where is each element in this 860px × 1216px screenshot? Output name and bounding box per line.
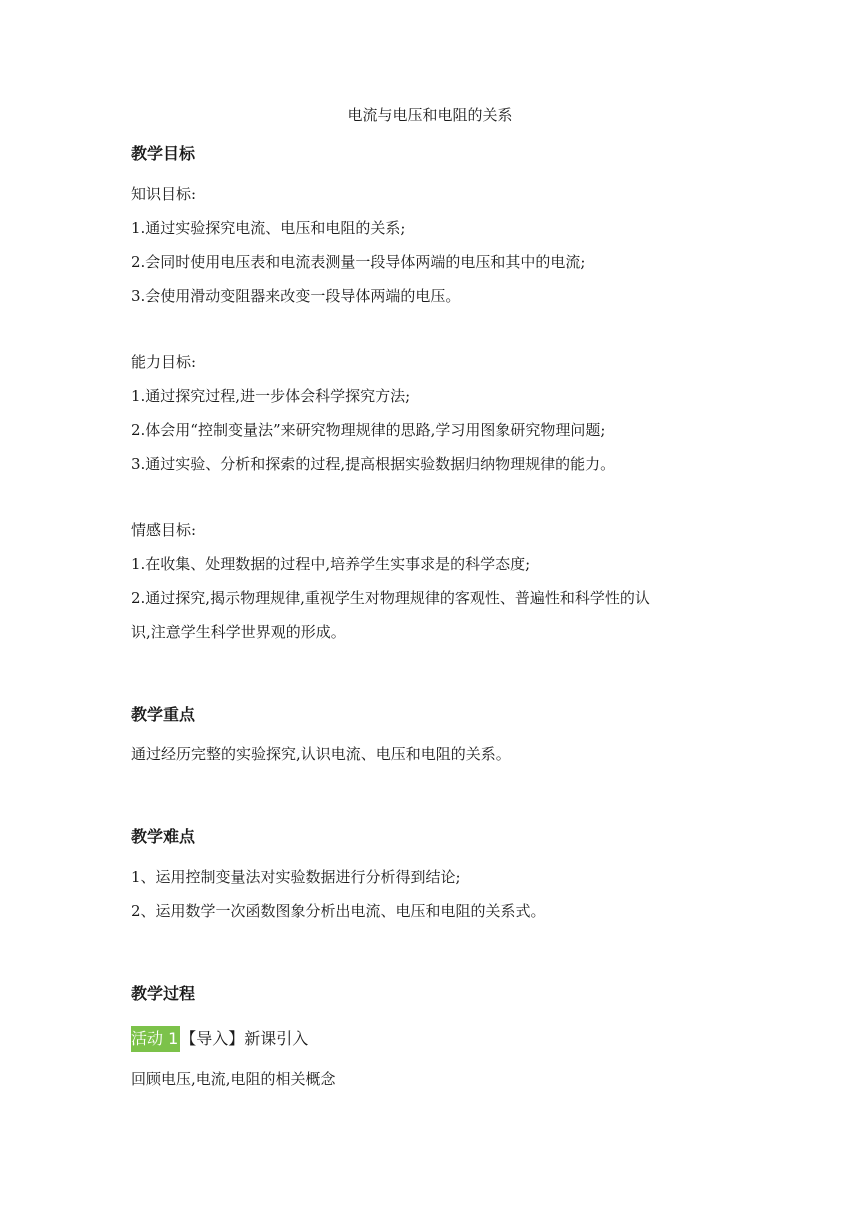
section-heading-key-points: 教学重点	[131, 705, 196, 724]
activity-1	[131, 1026, 308, 1052]
section-heading-objectives: 教学目标	[131, 144, 196, 163]
emotion-objectives-label: 情感目标:	[131, 521, 197, 539]
knowledge-objective-item: 1.通过实验探究电流、电压和电阻的关系;	[131, 219, 406, 237]
knowledge-objective-item: 3.会使用滑动变阻器来改变一段导体两端的电压。	[131, 287, 461, 305]
emotion-objective-item: 2.通过探究,揭示物理规律,重视学生对物理规律的客观性、普遍性和科学性的认	[131, 589, 650, 607]
emotion-objective-item: 1.在收集、处理数据的过程中,培养学生实事求是的科学态度;	[131, 555, 531, 573]
section-heading-process: 教学过程	[131, 984, 196, 1003]
knowledge-objective-item: 2.会同时使用电压表和电流表测量一段导体两端的电压和其中的电流;	[131, 253, 586, 271]
difficulty-item: 1、运用控制变量法对实验数据进行分析得到结论;	[131, 868, 461, 886]
ability-objective-item: 1.通过探究过程,进一步体会科学探究方法;	[131, 387, 411, 405]
ability-objective-item: 2.体会用“控制变量法”来研究物理规律的思路,学习用图象研究物理问题;	[131, 421, 606, 439]
key-points-text: 通过经历完整的实验探究,认识电流、电压和电阻的关系。	[131, 745, 511, 763]
section-heading-difficulties: 教学难点	[131, 827, 196, 846]
ability-objective-item: 3.通过实验、分析和探索的过程,提高根据实验数据归纳物理规律的能力。	[131, 455, 616, 473]
difficulty-item: 2、运用数学一次函数图象分析出电流、电压和电阻的关系式。	[131, 902, 546, 920]
activity-tag: 活动 1	[131, 1026, 180, 1052]
ability-objectives-label: 能力目标:	[131, 353, 197, 371]
emotion-objective-item-continued: 识,注意学生科学世界观的形成。	[131, 623, 346, 641]
knowledge-objectives-label: 知识目标:	[131, 185, 197, 203]
activity-label: 【导入】新课引入	[180, 1029, 309, 1048]
page-title: 电流与电压和电阻的关系	[347, 106, 513, 124]
process-text: 回顾电压,电流,电阻的相关概念	[131, 1070, 336, 1088]
